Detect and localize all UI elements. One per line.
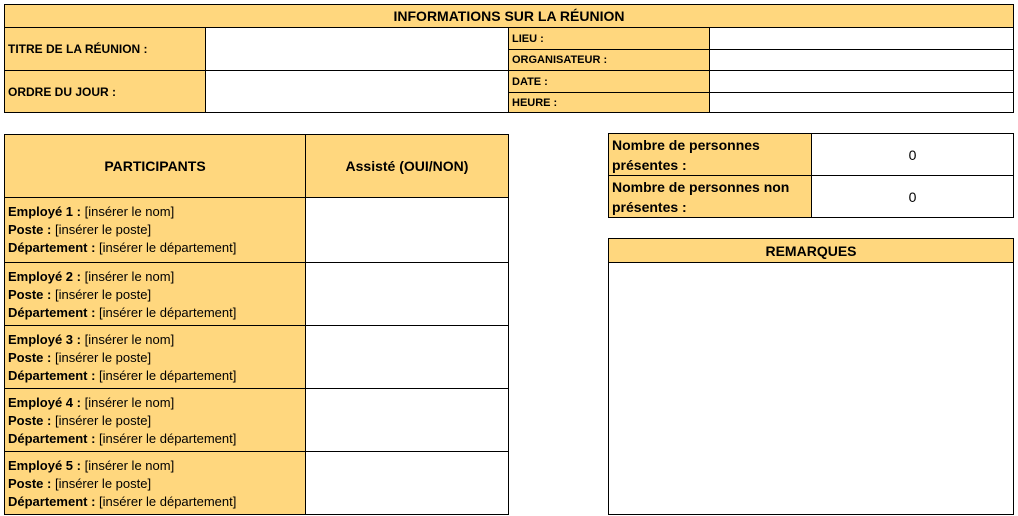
poste-label: Poste : xyxy=(8,350,52,365)
organizer-label: ORGANISATEUR : xyxy=(508,49,710,71)
attended-cell-3[interactable] xyxy=(305,325,509,389)
participant-row-5 xyxy=(4,451,306,515)
time-field[interactable] xyxy=(709,92,1014,113)
attended-cell-2[interactable] xyxy=(305,262,509,326)
department-label: Département : xyxy=(8,368,96,383)
employee-label: Employé 5 : xyxy=(8,458,81,473)
employee-poste: [insérer le poste] xyxy=(54,413,152,428)
department-label: Département : xyxy=(8,494,96,509)
employee-name: [insérer le nom] xyxy=(84,332,175,347)
meeting-info-title: INFORMATIONS SUR LA RÉUNION xyxy=(4,4,1014,28)
organizer-field[interactable] xyxy=(709,49,1014,71)
employee-department: [insérer le département] xyxy=(99,240,237,255)
date-field[interactable] xyxy=(709,70,1014,93)
location-label: LIEU : xyxy=(508,27,710,50)
department-label: Département : xyxy=(8,305,96,320)
participant-row-2 xyxy=(4,262,306,326)
employee-department: [insérer le département] xyxy=(99,494,237,509)
employee-poste: [insérer le poste] xyxy=(54,222,152,237)
attended-cell-1[interactable] xyxy=(305,197,509,263)
employee-department: [insérer le département] xyxy=(99,305,237,320)
remarks-textarea[interactable] xyxy=(608,262,1014,515)
participants-header: PARTICIPANTS xyxy=(4,134,306,198)
employee-department: [insérer le département] xyxy=(99,368,237,383)
poste-label: Poste : xyxy=(8,476,52,491)
location-field[interactable] xyxy=(709,27,1014,50)
employee-poste: [insérer le poste] xyxy=(54,350,152,365)
poste-label: Poste : xyxy=(8,413,52,428)
agenda-label: ORDRE DU JOUR : xyxy=(4,70,206,113)
absent-count-value[interactable]: 0 xyxy=(811,175,1014,218)
attended-cell-4[interactable] xyxy=(305,388,509,452)
agenda-field[interactable] xyxy=(205,70,509,113)
present-count-label: Nombre de personnes présentes : xyxy=(608,133,812,176)
date-label: DATE : xyxy=(508,70,710,93)
poste-label: Poste : xyxy=(8,222,52,237)
employee-label: Employé 1 : xyxy=(8,204,81,219)
department-label: Département : xyxy=(8,431,96,446)
poste-label: Poste : xyxy=(8,287,52,302)
employee-name: [insérer le nom] xyxy=(84,204,175,219)
absent-count-label: Nombre de personnes non présentes : xyxy=(608,175,812,218)
attended-header: Assisté (OUI/NON) xyxy=(305,134,509,198)
employee-name: [insérer le nom] xyxy=(84,395,175,410)
meeting-title-label: TITRE DE LA RÉUNION : xyxy=(4,27,206,71)
employee-name: [insérer le nom] xyxy=(84,458,175,473)
employee-department: [insérer le département] xyxy=(99,431,237,446)
employee-poste: [insérer le poste] xyxy=(54,287,152,302)
attended-cell-5[interactable] xyxy=(305,451,509,515)
employee-label: Employé 4 : xyxy=(8,395,81,410)
participant-row-4 xyxy=(4,388,306,452)
department-label: Département : xyxy=(8,240,96,255)
participant-row-3 xyxy=(4,325,306,389)
employee-label: Employé 2 : xyxy=(8,269,81,284)
meeting-title-field[interactable] xyxy=(205,27,509,71)
employee-name: [insérer le nom] xyxy=(84,269,175,284)
employee-poste: [insérer le poste] xyxy=(54,476,152,491)
time-label: HEURE : xyxy=(508,92,710,113)
participant-row-1 xyxy=(4,197,306,263)
employee-label: Employé 3 : xyxy=(8,332,81,347)
remarks-header: REMARQUES xyxy=(608,238,1014,263)
present-count-value[interactable]: 0 xyxy=(811,133,1014,176)
